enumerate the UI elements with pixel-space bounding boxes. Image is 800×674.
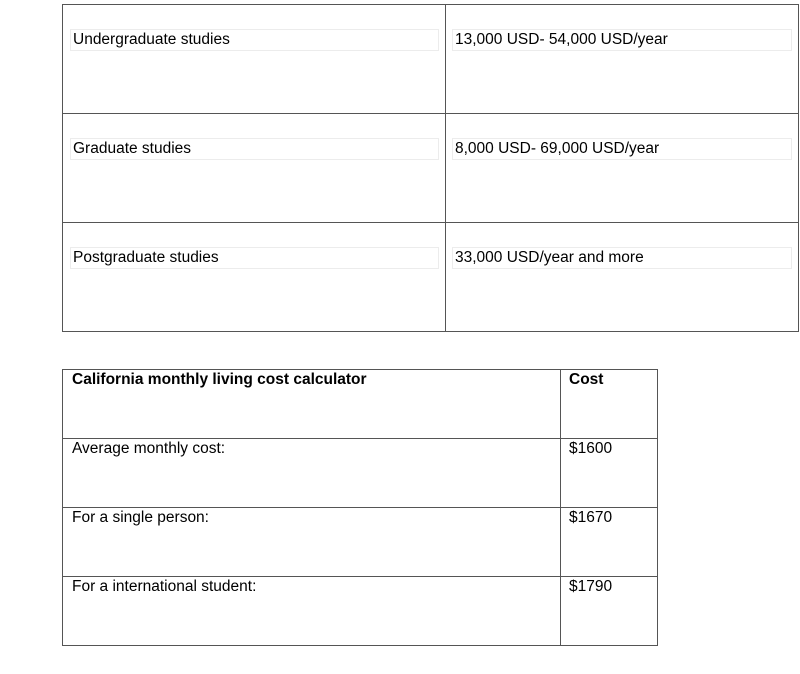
tuition-cost-text: 33,000 USD/year and more xyxy=(452,247,792,269)
cost-value-text: $1600 xyxy=(569,440,613,457)
table-row xyxy=(63,508,658,577)
cost-label-text: For a international student: xyxy=(72,578,257,595)
study-level-cell xyxy=(63,223,446,332)
table-row xyxy=(63,577,658,646)
cost-header-text: Cost xyxy=(569,371,604,388)
cost-label-cell xyxy=(63,508,561,577)
tuition-cost-text: 13,000 USD- 54,000 USD/year xyxy=(452,29,792,51)
study-level-text: Graduate studies xyxy=(70,138,439,160)
table-row xyxy=(63,5,799,114)
table-row xyxy=(63,439,658,508)
tuition-cost-text: 8,000 USD- 69,000 USD/year xyxy=(452,138,792,160)
cost-value-cell xyxy=(561,508,658,577)
cost-value-cell xyxy=(561,577,658,646)
living-cost-table xyxy=(62,369,658,646)
tuition-table xyxy=(62,4,799,332)
calculator-header-text: California monthly living cost calculator xyxy=(72,371,367,388)
cost-value-text: $1790 xyxy=(569,578,613,595)
cost-value-cell xyxy=(561,439,658,508)
table-row xyxy=(63,223,799,332)
study-level-cell xyxy=(63,5,446,114)
cost-label-text: For a single person: xyxy=(72,509,209,526)
tuition-cost-cell xyxy=(446,223,799,332)
study-level-text: Undergraduate studies xyxy=(70,29,439,51)
study-level-cell xyxy=(63,114,446,223)
tuition-cost-cell xyxy=(446,5,799,114)
cost-label-cell xyxy=(63,439,561,508)
cost-value-text: $1670 xyxy=(569,509,613,526)
column-header-calculator xyxy=(63,370,561,439)
cost-label-text: Average monthly cost: xyxy=(72,440,226,457)
cost-label-cell xyxy=(63,577,561,646)
study-level-text: Postgraduate studies xyxy=(70,247,439,269)
column-header-cost xyxy=(561,370,658,439)
tuition-cost-cell xyxy=(446,114,799,223)
table-row xyxy=(63,114,799,223)
table-header-row xyxy=(63,370,658,439)
